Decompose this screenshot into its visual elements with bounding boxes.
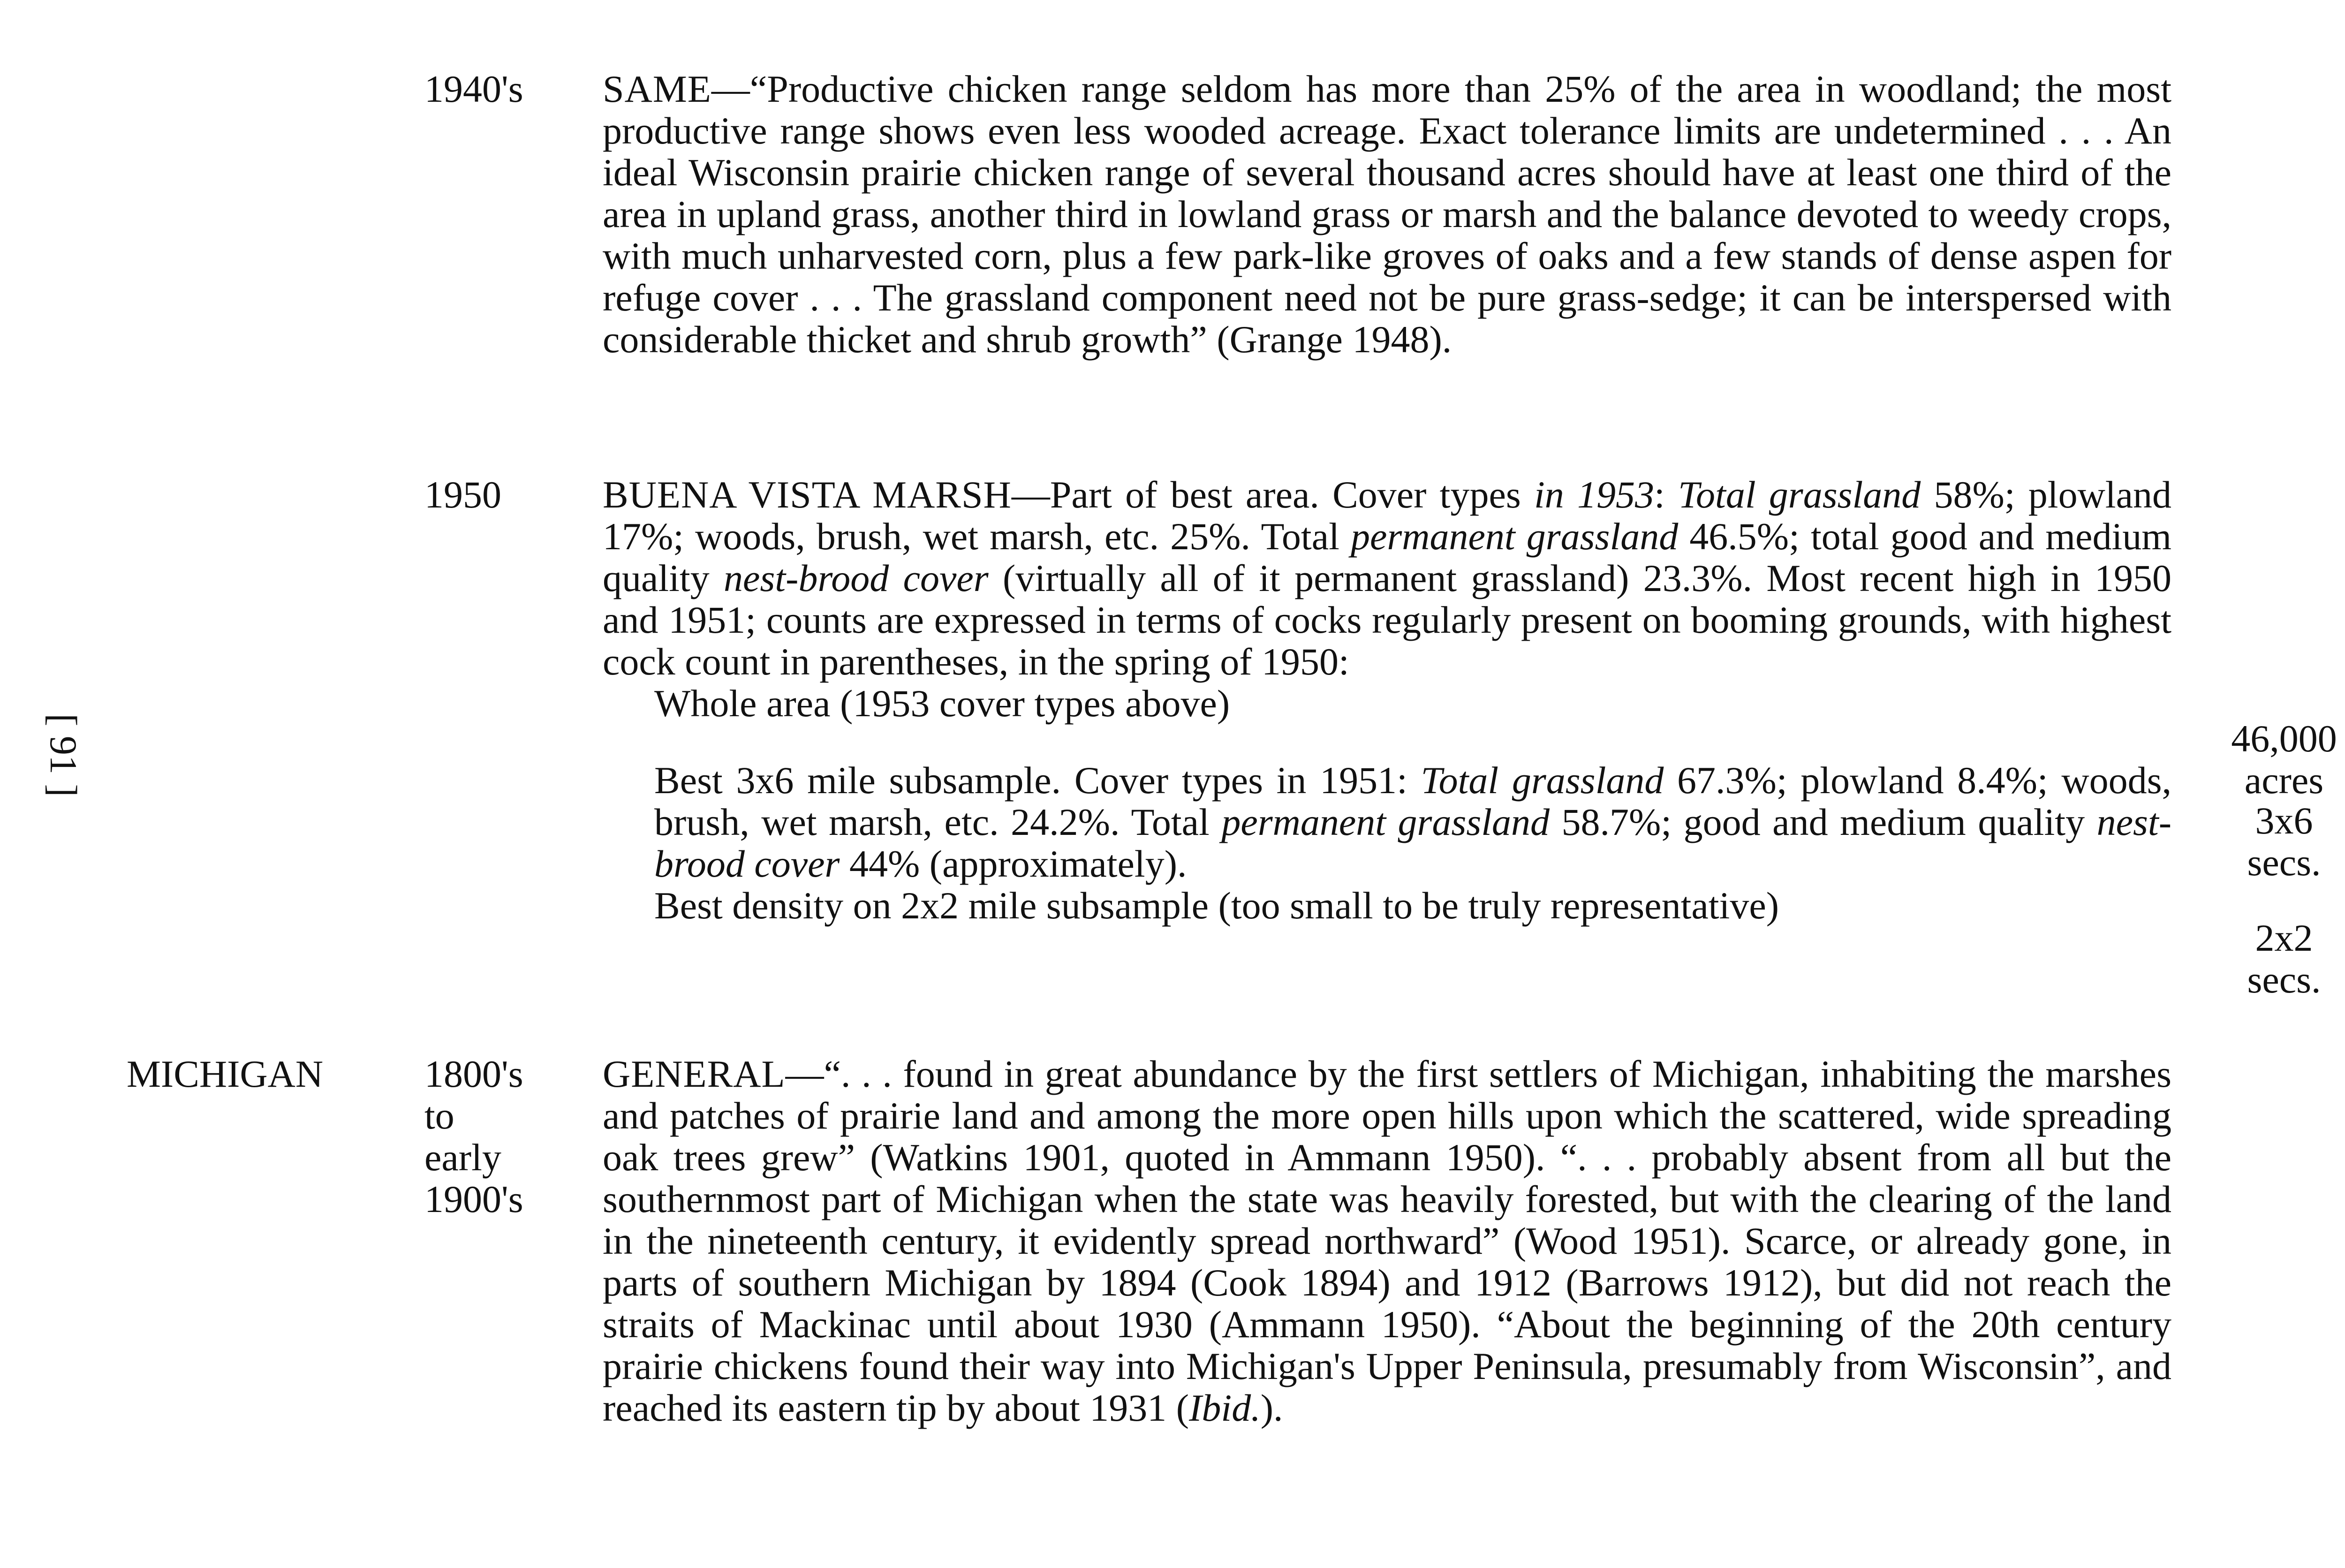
- text-run: (virtually all of it permanent grassland) 23.3%. Most recent high in 1950 and 1951; counts are expressed in terms of cocks regularly present on booming grounds, with highest cock count in parentheses, in the spring of 1950:: [603, 557, 2171, 683]
- text-run: ).: [1260, 1386, 1283, 1429]
- italic-run: Total grassland: [1678, 473, 1921, 516]
- table-cell-area: [2195, 718, 2345, 801]
- italic-run: nest-brood cover: [654, 801, 2172, 885]
- entry-heading: SAME: [603, 68, 711, 110]
- whole-area-line: Whole area (1953 cover types above): [654, 682, 1230, 725]
- table-unit: secs.: [2247, 841, 2321, 884]
- entry-paragraph: [603, 1053, 2171, 1429]
- date-line: 1800's: [424, 1053, 523, 1095]
- best-3x6-paragraph: [603, 759, 2171, 885]
- entry-date: 1940's: [424, 68, 523, 110]
- italic-run: Ibid.: [1189, 1386, 1261, 1429]
- table-unit: acres: [2244, 759, 2324, 802]
- best-2x2-line: Best density on 2x2 mile subsample (too small to be truly representative): [654, 884, 1779, 927]
- state-name: MICHIGAN: [127, 1053, 324, 1095]
- date-line: early: [424, 1136, 501, 1179]
- italic-run: nest-brood cover: [724, 557, 989, 599]
- italic-run: permanent grassland: [1221, 801, 1550, 843]
- entry-date: 1950: [424, 473, 501, 516]
- entry-text: [603, 68, 2171, 360]
- entry-paragraph: [603, 474, 2171, 682]
- text-run: Best 3x6 mile subsample. Cover types in 1951:: [654, 759, 1421, 802]
- table-cell-area: [2195, 917, 2345, 1000]
- italic-run: permanent grassland: [1350, 515, 1679, 558]
- entry-heading: BUENA VISTA MARSH: [603, 473, 1012, 516]
- entry-date: [424, 1053, 579, 1220]
- table-value: 2x2: [2255, 917, 2313, 959]
- text-run: :: [1654, 473, 1678, 516]
- date-line: 1900's: [424, 1178, 523, 1220]
- page-number: [ 91 ]: [42, 713, 85, 797]
- entry-body: —“Productive chicken range seldom has more than 25% of the area in woodland; the most productive range shows even less wooded acreage. Exact tolerance limits are undetermined . . . An ideal Wisconsin prairie chicken range of several thousand acres should have at least one third of the area in upland grass, another third in lowland grass or marsh and the balance devoted to weedy crops, with much unharvested corn, plus a few park-like groves of oaks and a few stands of dense aspen for refuge cover . . . The grassland component need not be pure grass-sedge; it can be interspersed with considerable thicket and shrub growth” (Grange 1948).: [603, 68, 2171, 361]
- table-value: 46,000: [2231, 717, 2337, 760]
- date-line: to: [424, 1094, 454, 1137]
- table-cell-area: [2195, 800, 2345, 883]
- entry-body: [603, 1053, 2171, 1429]
- entry-paragraph: [603, 68, 2171, 360]
- entry-text: [603, 474, 2171, 926]
- table-value: 3x6: [2255, 799, 2313, 842]
- italic-run: Total grassland: [1421, 759, 1664, 802]
- text-run: —Part of best area. Cover types: [1011, 473, 1534, 516]
- text-run: 58.7%; good and medium quality: [1550, 801, 2097, 843]
- text-run: —“. . . found in great abundance by the first settlers of Michigan, inhabiting the marshes and patches of prairie land and among the more open hills upon which the scattered, wide spreading oak trees grew” (Watkins 1901, quoted in Ammann 1950). “. . . probably absent from all but the southernmost part of Michigan when the state was heavily forested, but with the clearing of the land in the nineteenth century, it evidently spread northward” (Wood 1951). Scarce, or already gone, in parts of southern Michigan by 1894 (Cook 1894) and 1912 (Barrows 1912), but did not reach the straits of Mackinac until about 1930 (Ammann 1950). “About the beginning of the 20th century prairie chickens found their way into Michigan's Upper Peninsula, presumably from Wisconsin”, and reached its eastern tip by about 1931 (: [603, 1053, 2171, 1429]
- entry-heading: GENERAL: [603, 1053, 786, 1095]
- entry-text: [603, 1053, 2171, 1429]
- text-run: 67.3%; plowland 8.4%; woods, brush, wet marsh, etc. 24.2%. Total: [654, 759, 2171, 843]
- table-unit: secs.: [2247, 958, 2321, 1001]
- text-run: 44% (approximately).: [840, 842, 1187, 885]
- italic-run: in 1953: [1534, 473, 1654, 516]
- text-run: 58%; plowland 17%; woods, brush, wet marsh, etc. 25%. Total: [603, 473, 2171, 558]
- text-run: 46.5%; total good and medium quality: [603, 515, 2172, 599]
